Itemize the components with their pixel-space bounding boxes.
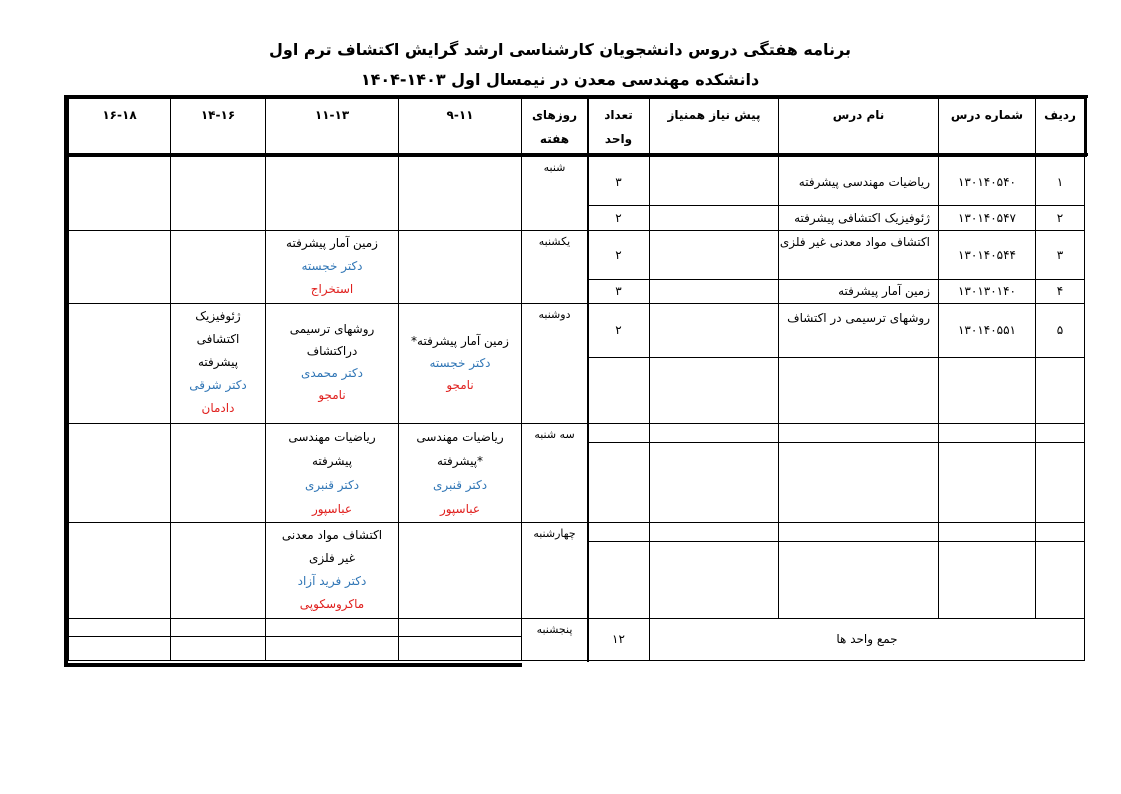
empty-row-cell xyxy=(938,541,1036,619)
course-2-units: ۲ xyxy=(587,205,650,231)
course-3-name: اکتشاف مواد معدنی غیر فلزی xyxy=(778,230,939,280)
slot-course-line1: ژئوفیزیک xyxy=(195,309,241,323)
slot-teacher: دکتر محمدی xyxy=(301,366,363,380)
header-units-line1: تعداد xyxy=(604,108,633,122)
empty-row-cell xyxy=(587,423,650,443)
table-middle-border xyxy=(587,95,589,662)
header-course-code: شماره درس xyxy=(938,98,1036,154)
slot-sun-9-11 xyxy=(398,230,522,304)
course-1-row: ۱ xyxy=(1035,156,1085,206)
empty-row-cell xyxy=(649,442,779,523)
empty-row-cell xyxy=(649,423,779,443)
slot-room: استخراج xyxy=(310,282,354,296)
course-3-units: ۲ xyxy=(587,230,650,280)
slot-mon-14-16 xyxy=(170,303,266,424)
slot-course-line2: غیر فلزی xyxy=(308,551,356,565)
course-5-units: ۲ xyxy=(587,303,650,358)
empty-row-cell xyxy=(1035,522,1085,542)
header-units-line2: واحد xyxy=(604,132,633,146)
slot-sat-9-11 xyxy=(398,156,522,231)
slot-room: دادمان xyxy=(201,401,235,415)
slot-course-line1: روشهای ترسیمی xyxy=(289,322,375,336)
table-top-border xyxy=(64,95,1088,98)
table-left-border xyxy=(64,95,68,667)
slot-sun-11-13 xyxy=(265,230,399,304)
slot-sun-16-18 xyxy=(68,230,171,304)
course-5-prereq xyxy=(649,303,779,358)
slot-tue-16-18 xyxy=(68,423,171,523)
empty-row-cell xyxy=(938,522,1036,542)
header-slot-9-11: ۹-۱۱ xyxy=(398,98,522,154)
course-5-code: ۱۳۰۱۴۰۵۵۱ xyxy=(938,303,1036,358)
empty-row-cell xyxy=(1035,423,1085,443)
slot-mon-11-13 xyxy=(265,303,399,424)
slot-teacher: دکتر فرید آزاد xyxy=(297,574,367,588)
course-4-row: ۴ xyxy=(1035,279,1085,304)
slot-room: عباسپور xyxy=(311,502,353,516)
header-days-line2: هفته xyxy=(539,132,570,146)
slot-room: نامجو xyxy=(318,388,346,402)
table-bottom-border xyxy=(64,663,522,667)
slot-tue-9-11 xyxy=(398,423,522,523)
slot-teacher: دکتر خجسته xyxy=(429,356,491,370)
day-monday: دوشنبه xyxy=(521,303,588,424)
total-units-label: جمع واحد ها xyxy=(649,618,1085,661)
empty-row-cell xyxy=(649,541,779,619)
empty-row-cell xyxy=(649,357,779,424)
slot-sat-14-16 xyxy=(170,156,266,231)
page-subtitle: دانشکده مهندسی معدن در نیمسال اول ۱۴۰۳-۱۴۰۴ xyxy=(360,70,760,89)
course-1-name: ریاضیات مهندسی پیشرفته xyxy=(778,156,939,206)
empty-row-cell xyxy=(938,423,1036,443)
header-slot-11-13: ۱۱-۱۳ xyxy=(265,98,399,154)
empty-row-cell xyxy=(778,522,939,542)
slot-teacher: دکتر خجسته xyxy=(301,259,363,273)
header-row-number: ردیف xyxy=(1035,98,1085,154)
slot-course-line1: ریاضیات مهندسی xyxy=(416,430,504,444)
slot-sat-11-13 xyxy=(265,156,399,231)
header-slot-14-16: ۱۴-۱۶ xyxy=(170,98,266,154)
day-tuesday: سه شنبه xyxy=(521,423,588,523)
day-wednesday: چهارشنبه xyxy=(521,522,588,619)
divider xyxy=(398,618,399,661)
header-course-name: نام درس xyxy=(778,98,939,154)
slot-mon-16-18 xyxy=(68,303,171,424)
course-4-prereq xyxy=(649,279,779,304)
empty-row-cell xyxy=(1035,357,1085,424)
day-saturday: شنبه xyxy=(521,156,588,231)
slot-course-line2: اکتشافی xyxy=(196,332,240,346)
slot-wed-11-13 xyxy=(265,522,399,619)
slot-course: زمین آمار پیشرفته* xyxy=(411,334,509,348)
slot-course-line1: ریاضیات مهندسی xyxy=(288,430,376,444)
empty-row-cell xyxy=(1035,442,1085,523)
slot-tue-11-13 xyxy=(265,423,399,523)
slot-course-line1: اکتشاف مواد معدنی xyxy=(281,528,383,542)
slot-room: نامجو xyxy=(446,378,474,392)
course-5-name: روشهای ترسیمی در اکتشاف xyxy=(778,303,939,358)
empty-row-cell xyxy=(778,423,939,443)
course-2-row: ۲ xyxy=(1035,205,1085,231)
course-4-units: ۳ xyxy=(587,279,650,304)
empty-row-cell xyxy=(587,442,650,523)
slot-course-line2: دراکتشاف xyxy=(306,344,358,358)
empty-row-cell xyxy=(587,541,650,619)
slot-room: ماکروسکوپی xyxy=(299,597,365,611)
table-header-border xyxy=(64,153,1088,156)
course-5-row: ۵ xyxy=(1035,303,1085,358)
slot-tue-14-16 xyxy=(170,423,266,523)
slot-teacher: دکتر قنبری xyxy=(432,478,488,492)
header-prerequisite: پیش نیاز همنیاز xyxy=(649,98,779,154)
course-3-row: ۳ xyxy=(1035,230,1085,280)
course-3-code: ۱۳۰۱۴۰۵۴۴ xyxy=(938,230,1036,280)
header-days xyxy=(521,98,588,154)
day-thursday: پنجشنبه xyxy=(521,618,588,661)
course-3-prereq xyxy=(649,230,779,280)
slot-teacher: دکتر قنبری xyxy=(304,478,360,492)
header-days-line1: روزهای xyxy=(531,108,578,122)
slot-sat-16-18 xyxy=(68,156,171,231)
course-1-code: ۱۳۰۱۴۰۵۴۰ xyxy=(938,156,1036,206)
slot-sun-14-16 xyxy=(170,230,266,304)
empty-row-cell xyxy=(587,522,650,542)
slot-course-line3: پیشرفته xyxy=(197,355,239,369)
empty-row-cell xyxy=(778,442,939,523)
slot-room: عباسپور xyxy=(439,502,481,516)
empty-row-cell xyxy=(938,357,1036,424)
empty-row-cell xyxy=(778,541,939,619)
total-units-value: ۱۲ xyxy=(587,618,650,661)
slot-teacher: دکتر شرقی xyxy=(189,378,247,392)
course-1-prereq xyxy=(649,156,779,206)
course-2-prereq xyxy=(649,205,779,231)
course-2-code: ۱۳۰۱۴۰۵۴۷ xyxy=(938,205,1036,231)
day-sunday: یکشنبه xyxy=(521,230,588,304)
slot-thu-9-11-b xyxy=(68,636,522,661)
divider xyxy=(265,618,266,661)
slot-course: زمین آمار پیشرفته xyxy=(286,236,378,250)
slot-wed-9-11 xyxy=(398,522,522,619)
divider xyxy=(170,618,171,661)
empty-row-cell xyxy=(649,522,779,542)
empty-row-cell xyxy=(587,357,650,424)
slot-course-line2: پیشرفته xyxy=(311,454,353,468)
header-slot-16-18: ۱۶-۱۸ xyxy=(68,98,171,154)
slot-wed-16-18 xyxy=(68,522,171,619)
course-4-code: ۱۳۰۱۳۰۱۴۰ xyxy=(938,279,1036,304)
slot-mon-9-11 xyxy=(398,303,522,424)
slot-thu-9-11 xyxy=(68,618,522,637)
course-1-units: ۳ xyxy=(587,156,650,206)
slot-course-line2: *پیشرفته xyxy=(436,454,484,468)
empty-row-cell xyxy=(938,442,1036,523)
empty-row-cell xyxy=(778,357,939,424)
header-units xyxy=(587,98,650,154)
slot-wed-14-16 xyxy=(170,522,266,619)
course-4-name: زمین آمار پیشرفته xyxy=(778,279,939,304)
table-right-border xyxy=(1084,95,1087,157)
page-title: برنامه هفتگی دروس دانشجویان کارشناسی ارشد گرایش اکتشاف ترم اول xyxy=(269,40,851,59)
empty-row-cell xyxy=(1035,541,1085,619)
course-2-name: ژئوفیزیک اکتشافی پیشرفته xyxy=(778,205,939,231)
